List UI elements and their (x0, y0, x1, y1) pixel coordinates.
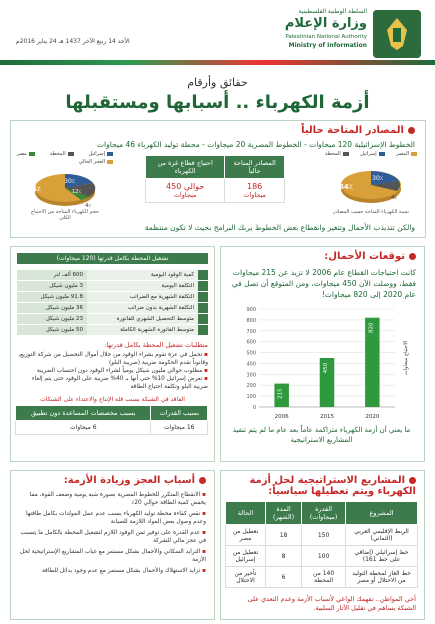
pie-label: 54٪ (26, 185, 41, 193)
section-title: المصادر المتاحة حالياً (301, 125, 415, 136)
table-row: خط إسرائيلي (إضافي على خط 161) 100 8 تعطيل من إسرائيل (226, 546, 418, 567)
legend-swatch (379, 152, 385, 156)
plant-operation-section (10, 246, 215, 462)
y-tick-label: 400 (246, 361, 256, 368)
section-note: والكن تتذبذب الأحمال وتتغير وانقطاع بعض الخطوط يربك البرامج بحيث لا تكون منتظمة (144, 223, 415, 232)
load-forecast-section (220, 246, 425, 462)
citizen-note: أخي المواطن.. تفهمك الواعي لأسباب الأزمة وعدم التعدي على الشبكة يساهم في تقليل الآثار السلبية. (247, 595, 416, 612)
bullet-dot-icon (409, 253, 416, 260)
sources-need-table (145, 155, 285, 203)
pie-label: 12٪ (71, 189, 81, 195)
money-icon (198, 303, 208, 313)
pie-caption: حجم الكهرباء المتاحة من الاحتياج الكلي (30, 209, 100, 221)
money-icon (198, 281, 208, 291)
y-tick-label: 800 (246, 317, 256, 324)
table-cell: 186 ميجاوات (225, 179, 285, 203)
legend-swatch (343, 152, 349, 156)
page-title: أزمة الكهرباء .. أسبابها ومستقبلها (65, 92, 370, 113)
authority-ar: السلطة الوطنية الفلسطينية (298, 8, 367, 15)
bar-value-label: 450 (323, 362, 329, 374)
info-row: التكلفة الشهرية مع الضرائب 91.8 مليون شيكل (17, 292, 208, 302)
y-tick-label: 200 (246, 383, 256, 390)
bullet-item: ▪ الانقطاع المتكرر للخطوط المصرية بصورة شبه يومية وضعف القوة، مما يخفض كمية الطاقة حوالي 20٪ (17, 491, 206, 507)
y-tick-label: 900 (246, 307, 256, 313)
table-header: القدرة (ميجاوات) (302, 502, 346, 525)
y-tick-label: 500 (246, 350, 256, 357)
operation-heading: تشغيل المحطة بكامل قدرتها (120 ميجاوات) (17, 253, 208, 264)
y-tick-label: 700 (246, 328, 256, 335)
authority-en: Palestinian National Authority (285, 34, 367, 40)
table-header: المدة (الشهر) (265, 502, 301, 525)
table-header: المصادر المتاحة حالياً (225, 156, 285, 179)
pie-label: 4٪ (391, 195, 397, 201)
table-row: خط الغاز لمحطة التوليد من الاحتلال أو مصر 140 من المحطة 6 تأخير من الاحتلال (226, 567, 418, 588)
y-tick-label: 0 (252, 405, 256, 411)
section-title: أسباب العجز وزيادة الأزمة: (64, 475, 206, 486)
header-strip (0, 60, 435, 65)
eagle-icon (373, 10, 421, 58)
legend-swatch (411, 152, 417, 156)
projects-table (225, 501, 418, 588)
bullet-dot-icon (408, 127, 415, 134)
causes-section (10, 470, 215, 620)
requirements-title: متطلبات تشغيل المحطة بكامل قدرتها: (104, 341, 208, 349)
table-cell: حوالي 450 ميجاوات (146, 179, 225, 203)
date-line: الأحد 14 ربيع الآخر 1437 هـ 24 يناير 2016م (16, 38, 130, 45)
bullet-item: ▪ تعرض إسرائيل 10% حتى أنها بـ 40% ضريبة على الوقود حتى يتم إلغاء ضريبة البلو وتكلفة احتياج الطاقة (17, 375, 208, 391)
bar-value-label: 215 (277, 388, 284, 399)
section-title: المشاريع الاستراتيجية لحل أزمة الكهرباء ويتم تعطيلها سياسياً: (249, 475, 416, 497)
forecast-note: ما يعني أن أزمة الكهرباء متراكمة عاماً بعد عام ما لم يتم تنفيذ المشاريع الاستراتيجية (232, 426, 411, 444)
pie-label: 4٪ (85, 203, 91, 209)
table-header: احتياج قطاع غزة من الكهرباء (146, 156, 225, 179)
page-header (0, 0, 435, 72)
info-row: متوسط الفاتورة الشهرية الكاملة 50 مليون شيكل (17, 325, 208, 335)
current-sources-section (10, 120, 426, 238)
bullet-dot-icon (199, 477, 206, 484)
y-tick-label: 600 (246, 339, 256, 346)
money-icon (198, 325, 208, 335)
table-header: الحالة (226, 502, 266, 525)
x-tick-label: 2020 (365, 414, 380, 420)
loss-table (15, 405, 208, 435)
pie-label: 64٪ (338, 183, 353, 191)
table-header: المشروع (346, 502, 418, 525)
table-cell: 6 ميجاوات (16, 421, 151, 435)
info-row: التكلفة اليومية 3 مليون شيكل (17, 281, 208, 291)
money-icon (198, 292, 208, 302)
pie-chart-right (335, 161, 407, 209)
x-tick-label: 2015 (320, 414, 334, 420)
y-tick-label: 100 (246, 394, 256, 401)
section-title: توقعات الأحمال: (324, 251, 416, 262)
pie-left-legend: إسرائيل المحطة مصر العجز الحالي (17, 151, 113, 165)
info-row: متوسط التحصيل الشهري للفاتورة 23 مليون شيكل (17, 314, 208, 324)
info-row: التكلفة الشهرية بدون ضرائب 36 مليون شيكل (17, 303, 208, 313)
bullet-item: ▪ التزايد السكاني والأحمال بشكل مستمر مع غياب المشاريع الإستراتيجية لحل الأزمة (17, 548, 206, 564)
pie-label: 30٪ (64, 178, 75, 185)
table-cell: 16 ميجاوات (151, 421, 208, 435)
bullet-dot-icon (409, 477, 416, 484)
pie-right-legend: المصر إسرائيل المحطة (325, 151, 417, 157)
x-tick-label: 2006 (274, 414, 289, 420)
pie-caption: نسبة الكهرباء المتاحة حسب المصادر (333, 209, 409, 215)
pie-label: 30٪ (372, 175, 383, 182)
y-axis-label: الاحتياج ميجاوات (403, 340, 409, 376)
ministry-logo (373, 10, 421, 58)
loss-table-title: الفاقد في الشبكة بسبب قلة الإنتاج والاعتداء على الشبكات (40, 396, 185, 403)
fuel-icon (198, 270, 208, 280)
ministry-name-ar: وزارة الإعلام (284, 16, 367, 31)
sources-line: الخطوط الإسرائيلية 120 ميجاوات - الخطوط المصرية 20 ميجاوات - محطة توليد الكهرباء 46 ميجاوات (96, 140, 415, 149)
bullet-item: ▪ تحمل في عزة تقوم بشراء الوقود من خلال أموال التحصيل من شركة التوزيع، وقانوناً تقدم الحكومة ضريبة (ضريبة البلو) (17, 351, 208, 367)
money-icon (198, 314, 208, 324)
y-tick-label: 300 (246, 372, 256, 379)
bullet-item: ▪ نقص كفاءة محطة توليد الكهرباء بسبب عدم عمل المولدات بكامل طاقتها وعدم وصول بعض المواد اللازمة للصيانة (17, 510, 206, 526)
table-header: بسبب مخصصات المساعدة دون تطبيق (16, 406, 151, 421)
forecast-text: كانت احتياجات القطاع عام 2006 لا تزيد عن 215 ميجاوات فقط، ووصلت الآن 450 ميجاوات، ومن المتوقع أن تصل في عام 2020 إلى 820 ميجاوات! (231, 268, 416, 299)
strategic-projects-section (220, 470, 425, 620)
info-row: كمية الوقود اليومية 600 ألف لتر (17, 270, 208, 280)
bullet-item: ▪ مطلوب حوالي مليون شيكل يومياً لشراء الوقود دون احتساب الضريبة (17, 367, 208, 375)
kicker: حقائق وأرقام (187, 76, 248, 89)
bar-value-label: 820 (368, 322, 375, 333)
bullet-item: ▪ عدم القدرة على توفير ثمن الوقود اللازم لتشغيل المحطة بالكامل ما يتسبب في عجز مالي للشركة (17, 529, 206, 545)
bullet-item: ▪ تزايد الاستهلاك والأحمال بشكل مستمر مع عدم وجود بدائل للطاقة (17, 567, 206, 575)
table-header: بسبب القدرات (151, 406, 208, 421)
ministry-name-en: Ministry of Information (288, 42, 367, 49)
pie-chart-left (26, 167, 101, 211)
forecast-bar-chart (233, 305, 413, 421)
table-row: الربط الإقليمي العربي (الثماني) 150 18 تعطيل من مصر (226, 525, 418, 546)
